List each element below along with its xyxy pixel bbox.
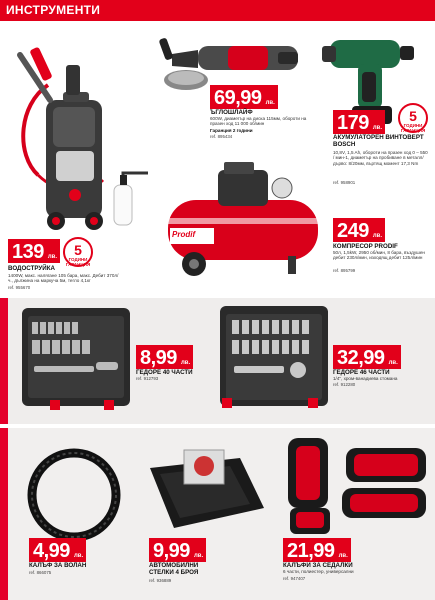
socket-set-40-image [20, 306, 132, 416]
price-value: 249 [337, 220, 369, 242]
currency-label: лв. [73, 553, 84, 559]
product-ref: ref. 895799 [333, 268, 356, 273]
product-description: 50л, 1,5kW, 2950 об/мин, 8 бара, въздушен дебит 230л/мин, изходящ дебит 125л/мин [333, 250, 425, 261]
pressure-washer-image [8, 45, 158, 245]
price-tag-seat-covers [283, 538, 351, 562]
seat-covers-image [282, 432, 432, 542]
currency-label: лв. [265, 100, 275, 106]
price-value: 69,99 [214, 87, 262, 109]
product-name: КАЛЪФ ЗА ВОЛАН [29, 562, 87, 569]
price-tag-socket-set-40 [136, 345, 193, 369]
product-name: ВОДОСТРУЙКА [8, 265, 55, 272]
product-name: АВТОМОБИЛНИ СТЕЛКИ 4 БРОЯ [149, 562, 199, 576]
compressor-brand-logo: Prodif [172, 230, 196, 239]
price-value: 32,99 [337, 347, 385, 369]
product-name: ГЕДОРЕ 40 ЧАСТИ [136, 369, 193, 376]
product-name: КАЛЪФИ ЗА СЕДАЛКИ [283, 562, 353, 569]
currency-label: лв. [388, 360, 398, 366]
price-value: 139 [12, 241, 44, 263]
price-tag-steering-cover [29, 538, 86, 562]
product-description: 6 части, полиестер, универсални [283, 569, 354, 574]
category-header [0, 0, 435, 21]
price-value: 21,99 [287, 540, 335, 562]
product-description: 600W, диаметър на диска 115мм, обороти на празен ход 11 000 об/мин [210, 116, 307, 127]
price-tag-socket-set-46 [333, 345, 401, 369]
price-tag-compressor [333, 218, 385, 242]
product-name: КОМПРЕСОР PRODIF [333, 243, 398, 250]
price-tag-pressure-washer [8, 239, 60, 263]
warranty-badge: 5 ГОДИНИ ГАРАНЦИЯ [398, 103, 428, 133]
currency-label: лв. [180, 360, 191, 366]
product-description: 10,8V, 1,5 Ah, обороти на празен ход 0 – 550 / мин-1, диаметър на пробиване в металл/дърво: 8/20мм, въртящ момент 17,3 Nm [333, 150, 428, 166]
currency-label: лв. [47, 254, 58, 260]
product-name: ЪГЛОШЛАЙФ [210, 109, 253, 116]
product-name: ГЕДОРЕ 46 ЧАСТИ [333, 369, 390, 376]
currency-label: лв. [193, 553, 204, 559]
product-description: 1/4", хром-ванадиева стомана [333, 376, 398, 381]
price-value: 179 [337, 112, 369, 134]
car-mats-image [140, 448, 270, 538]
currency-label: лв. [338, 553, 348, 559]
product-ref: ref. 912280 [333, 382, 356, 387]
product-ref: ref. 947407 [283, 576, 306, 581]
page-title: ИНСТРУМЕНТИ [6, 3, 101, 17]
price-tag-car-mats [149, 538, 206, 562]
product-ref: ref. 936889 [149, 578, 172, 583]
currency-label: лв. [372, 125, 383, 131]
product-ref: ref. 912793 [136, 376, 159, 381]
socket-set-46-image [218, 304, 330, 414]
product-ref: ref. 955670 [8, 285, 31, 290]
product-warranty-note: Гаранция 2 години [210, 128, 253, 133]
price-value: 4,99 [33, 540, 70, 562]
product-ref: ref. 866075 [29, 570, 52, 575]
product-description: 1400W, макс. налягане 105 бара, макс. Дебит 370л/ч., дължина на маркуча 5м, тегло 4,1кг [8, 273, 119, 284]
currency-label: лв. [372, 233, 383, 239]
product-name: АКУМУЛАТОРЕН ВИНТОВЕРТ BOSCH [333, 134, 424, 148]
air-compressor-image [158, 160, 328, 280]
price-value: 9,99 [153, 540, 190, 562]
price-tag-drill [333, 110, 385, 134]
product-ref: ref. 958901 [333, 180, 356, 185]
product-ref: ref. 895434 [210, 134, 233, 139]
price-tag-angle-grinder [210, 85, 278, 109]
warranty-badge: 5 ГОДИНИ ГАРАНЦИЯ [63, 237, 93, 267]
steering-wheel-cover-image [24, 445, 124, 545]
price-value: 8,99 [140, 347, 177, 369]
